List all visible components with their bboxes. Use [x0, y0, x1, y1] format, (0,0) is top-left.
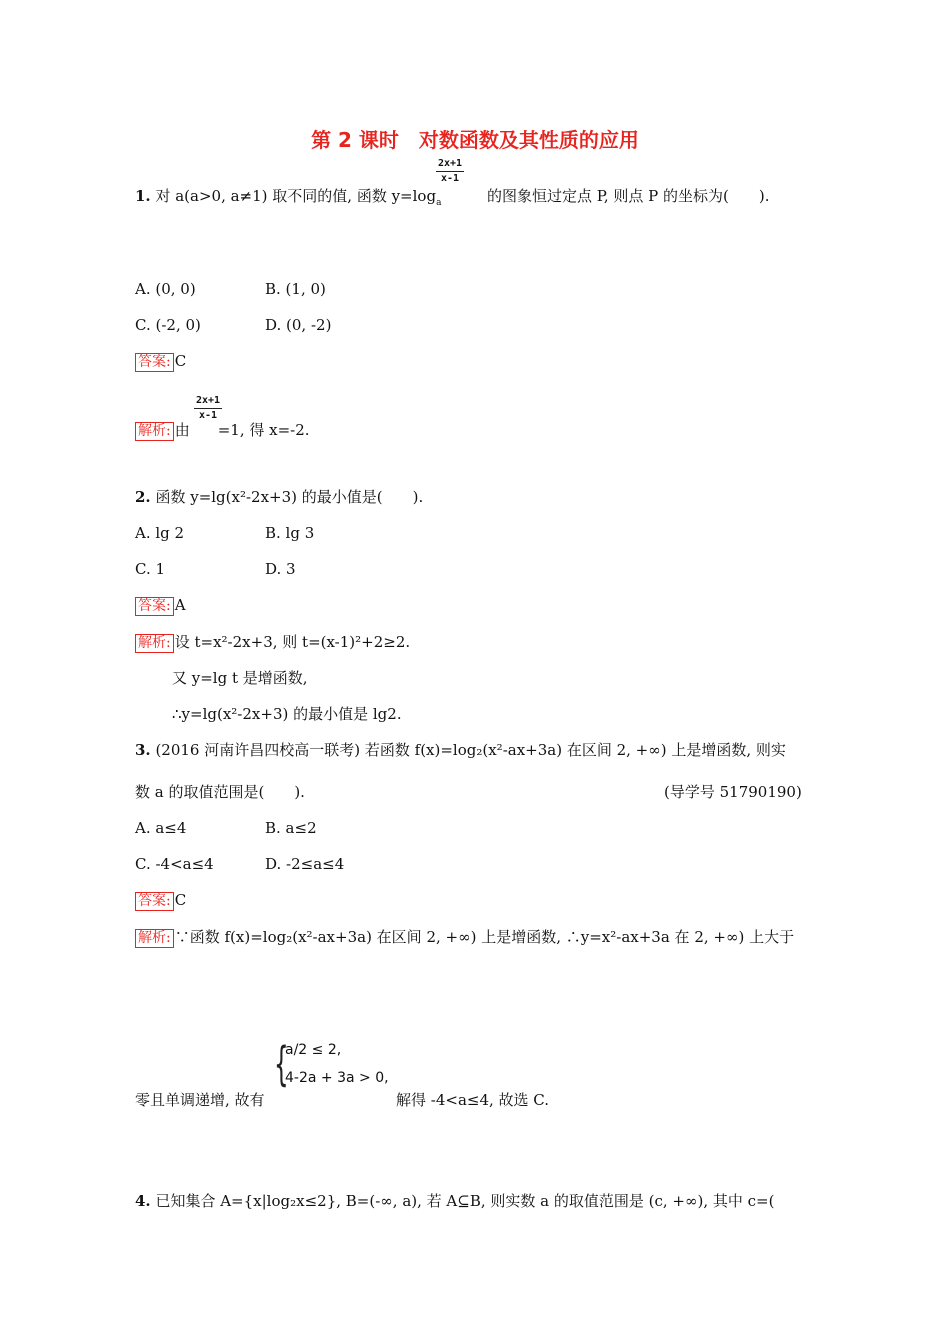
q1-analysis-frac-denominator: x-1	[199, 410, 218, 421]
answer-label: 答案:	[135, 353, 174, 372]
q3-analysis	[135, 927, 794, 948]
q2-number: 2.	[135, 488, 151, 506]
q2-analysis-line3: ∴y=lg(x²-2x+3) 的最小值是 lg2.	[172, 705, 402, 723]
q3-guide-number: (导学号 51790190)	[664, 783, 802, 801]
q1-analysis	[135, 420, 310, 441]
q3-analysis-line2-prefix: 零且单调递增, 故有	[135, 1091, 265, 1109]
q2-analysis-line1: 设 t=x²-2x+3, 则 t=(x-1)²+2≥2.	[174, 633, 411, 651]
q1-analysis-frac-numerator: 2x+1	[194, 395, 222, 409]
q2-text: 函数 y=lg(x²-2x+3) 的最小值是( ).	[155, 488, 424, 506]
q1-answer-value: C	[174, 352, 187, 370]
q1-text-a: 对 a(a>0, a≠1) 取不同的值, 函数 y=log	[155, 187, 437, 205]
answer-label: 答案:	[135, 597, 174, 616]
page-title: 第 2 课时 对数函数及其性质的应用	[311, 128, 639, 152]
analysis-label: 解析:	[135, 422, 174, 441]
q4-number: 4.	[135, 1192, 151, 1210]
q2-option-c: C. 1	[135, 560, 166, 578]
q3-option-b: B. a≤2	[265, 819, 317, 837]
q3-number: 3.	[135, 741, 151, 759]
q3-answer	[135, 890, 186, 911]
q2-option-a: A. lg 2	[135, 524, 185, 542]
answer-label: 答案:	[135, 892, 174, 911]
q2-stem	[135, 487, 423, 507]
analysis-label: 解析:	[135, 634, 174, 653]
q2-option-b: B. lg 3	[265, 524, 315, 542]
q3-analysis-line1: ∵函数 f(x)=log₂(x²-ax+3a) 在区间 2, +∞) 上是增函数, ∴y=x²-ax+3a 在 2, +∞) 上大于	[174, 928, 795, 946]
q3-analysis-line2-suffix: 解得 -4<a≤4, 故选 C.	[396, 1091, 550, 1109]
q1-log-base: a	[436, 198, 442, 208]
q3-option-c: C. -4<a≤4	[135, 855, 214, 873]
q1-frac-numerator: 2x+1	[436, 158, 464, 172]
q1-analysis-prefix: 由	[174, 421, 190, 439]
q3-stem-line2: 数 a 的取值范围是( ).	[135, 783, 305, 801]
q1-number: 1.	[135, 187, 151, 205]
q2-answer-value: A	[174, 596, 186, 614]
q1-option-a: A. (0, 0)	[135, 280, 196, 298]
q1-analysis-suffix: =1, 得 x=-2.	[217, 421, 310, 439]
left-brace-icon: {	[274, 1037, 289, 1091]
q1-text-b: 的图象恒过定点 P, 则点 P 的坐标为( ).	[487, 187, 770, 205]
q1-frac-denominator: x-1	[441, 173, 460, 184]
q2-analysis-line2: 又 y=lg t 是增函数,	[172, 669, 308, 687]
q1-log-argument-fraction	[436, 158, 464, 185]
q1-option-c: C. (-2, 0)	[135, 316, 201, 334]
q3-option-d: D. -2≤a≤4	[265, 855, 345, 873]
q1-stem	[135, 186, 769, 213]
q4-text: 已知集合 A={x|log₂x≤2}, B=(-∞, a), 若 A⊆B, 则实数 a 的取值范围是 (c, +∞), 其中 c=(	[155, 1192, 775, 1210]
q2-option-d: D. 3	[265, 560, 296, 578]
q3-stem-line1	[135, 740, 786, 760]
inequality-system	[274, 1037, 396, 1092]
q1-option-d: D. (0, -2)	[265, 316, 332, 334]
analysis-label: 解析:	[135, 929, 174, 948]
q1-analysis-fraction	[194, 395, 222, 422]
q2-analysis	[135, 632, 410, 653]
q2-answer	[135, 595, 186, 616]
q3-answer-value: C	[174, 891, 187, 909]
q3-text-line1: (2016 河南许昌四校高一联考) 若函数 f(x)=log₂(x²-ax+3a) 在区间 2, +∞) 上是增函数, 则实	[155, 741, 786, 759]
q1-answer	[135, 351, 186, 372]
system-line1: a/2 ≤ 2,	[285, 1042, 342, 1058]
q4-stem	[135, 1191, 774, 1211]
system-line2: 4-2a + 3a > 0,	[285, 1070, 389, 1086]
q1-option-b: B. (1, 0)	[265, 280, 326, 298]
q3-option-a: A. a≤4	[135, 819, 187, 837]
